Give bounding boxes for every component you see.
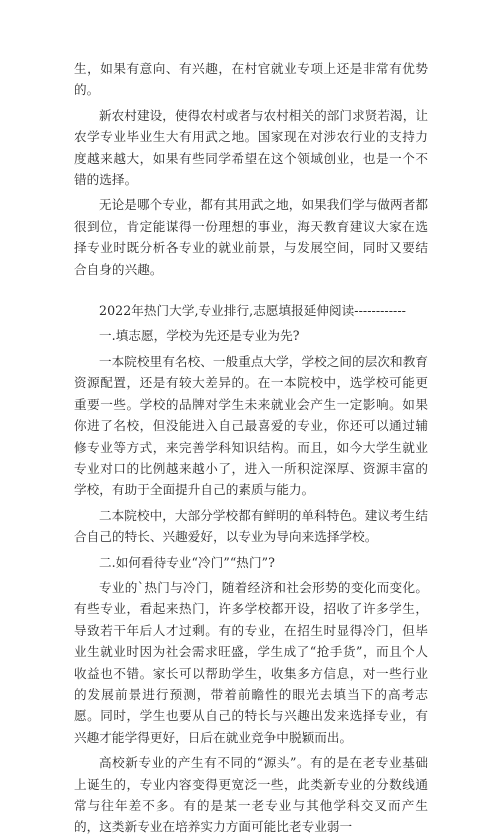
paragraph-rural-construction: 新农村建设，使得农村或者与农村相关的部门求贤若渴，让农学专业毕业生大有用武之地。国家现在对涉农行业的支持力度越来越大，如果有些同学希望在这个领域创业，也是一个不错的选择。 bbox=[74, 107, 428, 188]
paragraph-hot-cold-majors: 专业的`热门与冷门，随着经济和社会形势的变化而变化。有些专业，看起来热门，许多学校都开设，招收了许多学生，导致若干年后人才过剩。有的专业，在招生时显得冷门，但毕业生就业时因为社会需求旺盛，学生成了“抢手货”，而且个人收益也不错。家长可以帮助学生，收集多方信息，对一些行业的发展前景进行预测，带着前瞻性的眼光去填当下的高考志愿。同时，学生也要从自己的特长与兴趣出发来选择专业，有兴趣才能学得更好，日后在就业竞争中脱颖而出。 bbox=[74, 579, 428, 745]
question-heading-2: 二.如何看待专业“冷门”“热门”? bbox=[99, 554, 275, 570]
section-spacer bbox=[0, 284, 500, 300]
paragraph-tier2-schools: 二本院校中，大部分学校都有鲜明的单科特色。建议考生结合自己的特长、兴趣爱好，以专业为导向来选择学校。 bbox=[74, 507, 428, 545]
section-heading-reading: 2022年热门大学,专业排行,志愿填报延伸阅读------------ bbox=[99, 303, 406, 319]
paragraph-continuation: 生，如果有意向、有兴趣，在村官就业专项上还是非常有优势的。 bbox=[74, 61, 428, 98]
paragraph-major-advice: 无论是哪个专业，都有其用武之地，如果我们学与做两者都很到位，肯定能谋得一份理想的事业，海天教育建议大家在选择专业时既分析各专业的就业前景，与发展空间，同时又要结合自身的兴趣。 bbox=[74, 197, 428, 277]
paragraph-new-majors: 高校新专业的产生有不同的“源头”。有的是在老专业基础上诞生的，专业内容变得更宽泛一些，此类新专业的分数线通常与往年差不多。有的是某一老专业与其他学科交叉而产生的，这类新专业在培养实力方面可能比老专业弱一 bbox=[74, 755, 428, 835]
paragraph-tier1-schools: 一本院校里有名校、一般重点大学，学校之间的层次和教育资源配置，还是有较大差异的。在一本院校中，选学校可能更重要一些。学校的品牌对学生未来就业会产生一定影响。如果你进了名校，但没能进入自己最喜爱的专业，你还可以通过辅修专业等方式，来完善学科知识结构。而且，如今大学生就业专业对口的比例越来越小了，进入一所积淀深厚、资源丰富的学校，有助于全面提升自己的素质与能力。 bbox=[74, 353, 428, 498]
question-heading-1: 一.填志愿，学校为先还是专业为先? bbox=[99, 328, 300, 344]
